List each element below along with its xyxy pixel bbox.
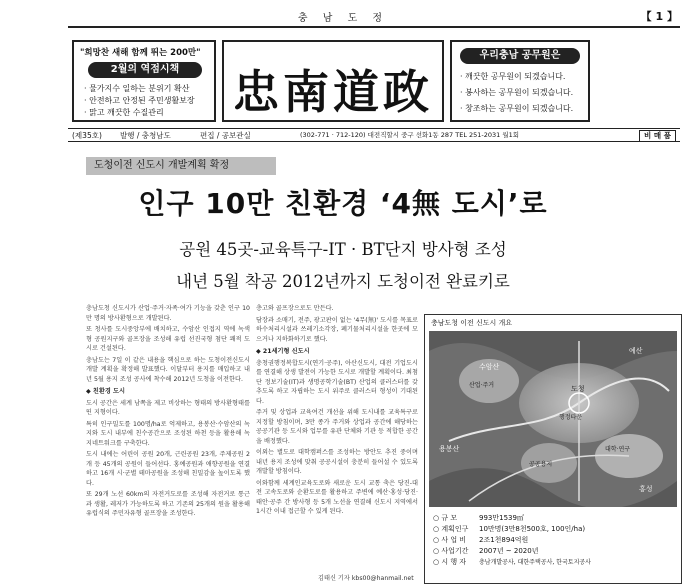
publication-info-bar	[68, 128, 680, 142]
map-label: 산업·주거	[469, 382, 495, 389]
article-kicker: 도청이전 신도시 개발계획 확정	[86, 157, 276, 175]
paragraph: 이외는 별도로 대학캠퍼스를 조성하는 방안도 추진 중이며 내년 용지 조성에 맞춰 공공시설이 충분히 들어설 수 있도록 개발할 방침이다.	[256, 449, 418, 475]
paragraph: 충청권행정복합도시(연기·공주), 아산신도시, 대전 기업도시를 연결해 상생 발전이 가능한 도시로 개발할 계획이다. 최첨단 정보기술(IT)과 생명공학기술(BT) 산업의 클러스터를 갖추도록 하고 자립하는 도시 위주로 클러스터 형성이 기대된다.	[256, 359, 418, 405]
publisher: 발행 / 충청남도	[120, 131, 171, 140]
map-label: 홍성	[639, 485, 653, 493]
map-label: 용봉산	[439, 445, 460, 453]
paragraph: 또 29개 노선 60km의 자전거도로를 조성해 자전거로 통근과 생활, 레저가 가능하도록 하고 기존의 25개의 원을 활용해 유럽식의 주민자유형 골프장을 조성한다.	[86, 491, 250, 517]
legend-label: ○ 사업기간	[433, 547, 469, 555]
legend-value: 10만명(3만8천500호, 100인/ha)	[479, 525, 586, 533]
map-label: 수암산	[479, 363, 500, 371]
paragraph: 충남도는 7일 이 같은 내용을 핵심으로 하는 도청이전신도시 개발 계획을 확정해 발표했다. 이달부터 용지를 매입하고 내년 5월 용지 조성 공사에 착수해 2012년 도청을 이전한다.	[86, 356, 250, 383]
policy-item: · 안전하고 안정된 주민생활보장	[84, 96, 195, 105]
address-phone: (302-771 · 712-120) 대전직할시 중구 선화1동 287 TEL 251-2031 월1회	[300, 131, 520, 139]
policy-item: · 맑고 깨끗한 수질관리	[84, 108, 164, 117]
newspaper-name: 충 남 도 정	[297, 13, 389, 24]
article-column-2	[256, 304, 418, 572]
legend-row	[433, 557, 677, 568]
paragraph: 담장과 소매기, 전주, 광고판이 없는 '4무(無)' 도시를 목표로 하수처리시설과 쓰레기소각장, 폐기물처리시설을 한곳에 모으거나 지하화하기로 했다.	[256, 316, 418, 343]
top-rule	[68, 26, 680, 28]
article-headline: 인구 10만 친환경 ‘4無 도시’로	[138, 187, 548, 220]
aerial-map-photo	[429, 331, 677, 507]
map-label: 예산	[629, 347, 643, 355]
article-column-1	[86, 304, 250, 582]
paragraph: 주거 및 상업과 교육여건 개선을 위해 도시내를 교육특구로 지정할 방침이며, 3만 종가 주거와 상업과 공간에 해당하는 공공기관 등 도시와 업무를 유관 단체와 기관 등 적합한 공간을 배정했다.	[256, 409, 418, 445]
masthead-box	[222, 40, 444, 122]
paragraph: 충남도청 신도시가 산업·주거·자족·여가 기능을 갖춘 인구 10만 명의 방사환형으로 개발된다.	[86, 305, 250, 322]
legend-label: ○ 시 행 자	[433, 558, 467, 566]
map-label: 공공용지	[529, 461, 553, 468]
masthead-title: 忠南道政	[233, 65, 433, 119]
sidebar-photo-box	[424, 314, 682, 584]
legend-row	[433, 524, 677, 535]
aerial-map-graphic	[429, 331, 677, 507]
policy-item: · 물가지수 일하는 분위기 확산	[84, 84, 190, 93]
legend-label: ○ 계획인구	[433, 525, 469, 533]
paragraph: 이와함께 세계인교육도로와 새로운 도시 교통 축은 당진-대전 고속도로와 순환도로를 활용하고 주변에 예산·홍성·당진·태안·공주 간 방사형 등 5개 노선을 연결해 신도시 지역에서 1시간 이내 접근할 수 있게 된다.	[256, 479, 418, 515]
policy-box	[72, 40, 216, 122]
legend-row	[433, 513, 677, 524]
sidebar-title: 충남도청 이전 신도시 개요	[431, 319, 513, 327]
policy-slogan: "희망찬 새해 함께 뛰는 200만"	[80, 48, 201, 58]
legend-row	[433, 535, 677, 546]
pledge-title: 우리충남 공무원은	[460, 48, 580, 64]
legend-value: 2조1천894억원	[479, 536, 529, 544]
paragraph: 특히 인구밀도를 100명/ha로 억제하고, 용봉산·수암산의 녹지와 도시 내부에 친수공간으로 조성된 하천 등을 활용해 녹지네트워크를 구축한다.	[86, 420, 250, 447]
legend-value: 993만1539㎡	[479, 514, 524, 522]
paragraph: 도시 내에는 어린이 공원 20개, 근린공원 23개, 주제공원 2개 등 45개의 공원이 들어선다. 홍예공원과 애향공원을 연결하고 16개 시·군별 테마공원을 조성해 친밀감을 높이도록 했다.	[86, 451, 250, 487]
map-label: 도청	[571, 385, 585, 393]
paragraph: 또 청사를 도시중앙부에 배치하고, 수암산 인접지 역에 녹색형 공원지구와 골프장을 조성해 유럽 선진국형 첨단 쾌적 도시로 건설된다.	[86, 326, 250, 352]
article-subhead-1: 공원 45곳-교육특구-IT · BT단지 방사형 조성	[179, 240, 507, 259]
legend-value: 2007년 ~ 2020년	[479, 547, 539, 555]
paragraph: 도시 공간은 세계 남쪽을 제고 비상하는 형태의 방사환형태를 띤 지형이다.	[86, 399, 250, 416]
project-overview-legend	[433, 513, 677, 568]
editor: 편집 / 공보관실	[200, 131, 251, 140]
pledge-item: · 봉사하는 공무원이 되겠습니다.	[460, 88, 574, 97]
pledge-box	[450, 40, 590, 122]
paragraph: 층고와 골프장으로도 만든다.	[256, 305, 334, 312]
article-byline: 김태신 기자 kbs00@hanmail.net	[318, 575, 414, 582]
issue-number: (제35호)	[72, 131, 102, 140]
pledge-item: · 깨끗한 공무원이 되겠습니다.	[460, 72, 566, 81]
section-heading: ◆ 21세기형 신도시	[256, 348, 310, 355]
legend-label: ○ 규 모	[433, 514, 458, 522]
map-label: 행정타운	[559, 414, 583, 421]
pledge-item: · 창조하는 공무원이 되겠습니다.	[460, 104, 574, 113]
policy-title: 2월의 역점시책	[88, 62, 202, 78]
section-heading: ◆ 친환경 도시	[86, 388, 125, 395]
page-number: 【 1 】	[640, 10, 678, 23]
article-subhead-2: 내년 5월 착공 2012년까지 도청이전 완료키로	[176, 272, 510, 291]
map-label: 대학·연구	[605, 446, 631, 453]
legend-value: 충남개발공사, 대한주택공사, 한국토지공사	[479, 559, 591, 566]
legend-row	[433, 546, 677, 557]
legend-label: ○ 사 업 비	[433, 536, 467, 544]
not-for-sale-tag: 비 매 품	[639, 130, 676, 142]
